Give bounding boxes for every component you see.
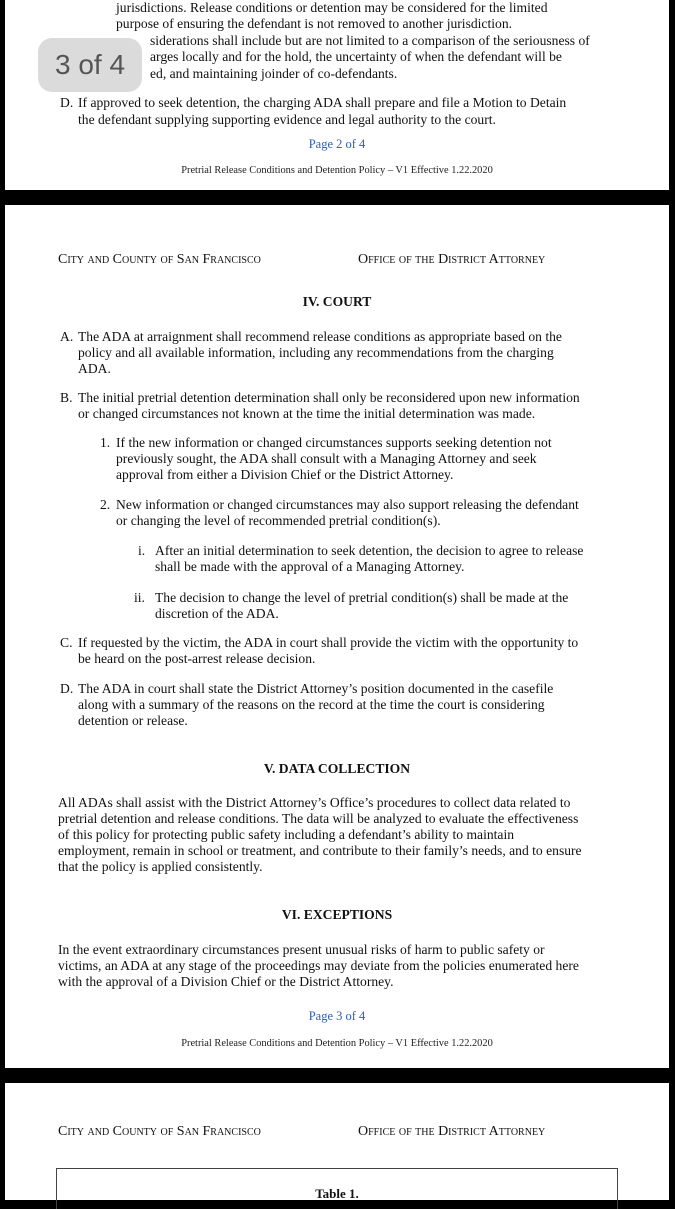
header-right: Office of the District Attorney <box>358 252 546 267</box>
list-item-line: be heard on the post-arrest release decision. <box>78 651 316 666</box>
document-page-3 <box>5 205 669 1068</box>
list-item-line: discretion of the ADA. <box>155 606 279 621</box>
paragraph-line: ed, and maintaining joinder of co-defendants. <box>150 66 398 81</box>
list-marker: 2. <box>100 497 111 512</box>
list-marker: A. <box>60 329 74 344</box>
paragraph-line: with the approval of a Division Chief or the District Attorney. <box>58 974 394 989</box>
list-item-line: New information or changed circumstances may also support releasing the defendant <box>116 497 579 512</box>
header-left: City and County of San Francisco <box>58 1124 261 1139</box>
paragraph-line: of this policy for protecting public safety including a defendant’s ability to maintain <box>58 827 515 842</box>
list-item-line: policy and all available information, including any recommendations from the charging <box>78 345 554 360</box>
document-page-4 <box>5 1083 669 1200</box>
header-left: City and County of San Francisco <box>58 252 261 267</box>
page-number: Page 3 of 4 <box>308 1009 366 1023</box>
paragraph-line: siderations shall include but are not limited to a comparison of the seriousness of <box>150 33 590 48</box>
paragraph-line: that the policy is applied consistently. <box>58 859 263 874</box>
list-item-line: the defendant supplying supporting evidence and legal authority to the court. <box>78 112 496 127</box>
list-item-line: or changed circumstances not known at the time the initial determination was made. <box>78 406 536 421</box>
paragraph-line: All ADAs shall assist with the District Attorney’s Office’s procedures to collect data related to <box>58 795 571 810</box>
list-marker: D. <box>60 681 74 696</box>
list-marker: 1. <box>100 435 111 450</box>
list-marker: B. <box>60 390 73 405</box>
list-item-line: ADA. <box>78 361 111 376</box>
paragraph-line: purpose of ensuring the defendant is not removed to another jurisdiction. <box>116 16 513 31</box>
list-marker: D. <box>60 95 74 110</box>
list-marker: ii. <box>134 590 145 605</box>
list-item-line: After an initial determination to seek detention, the decision to agree to release <box>155 543 584 558</box>
section-heading: V. DATA COLLECTION <box>263 761 411 776</box>
list-item-line: The decision to change the level of pretrial condition(s) shall be made at the <box>155 590 569 605</box>
paragraph-line: employment, remain in school or treatment, and contribute to their family’s needs, and to ensure <box>58 843 582 858</box>
paragraph-line: arges locally and for the hold, the uncertainty of when the defendant will be <box>150 49 562 64</box>
list-marker: i. <box>138 543 146 558</box>
table-title: Table 1. <box>315 1186 359 1201</box>
list-item-line: The ADA in court shall state the District Attorney’s position documented in the casefile <box>78 681 554 696</box>
list-item-line: If the new information or changed circumstances supports seeking detention not <box>116 435 552 450</box>
list-item-line: If approved to seek detention, the charging ADA shall prepare and file a Motion to Detain <box>78 95 567 110</box>
paragraph-line: jurisdictions. Release conditions or detention may be considered for the limited <box>116 0 548 15</box>
paragraph-line: pretrial detention and release conditions. The data will be analyzed to evaluate the effectiveness <box>58 811 579 826</box>
header-right: Office of the District Attorney <box>358 1124 546 1139</box>
page-counter-badge <box>38 38 142 92</box>
page-number: Page 2 of 4 <box>308 137 366 151</box>
list-item-line: The initial pretrial detention determination shall only be reconsidered upon new information <box>78 390 580 405</box>
page-footer: Pretrial Release Conditions and Detention Policy – V1 Effective 1.22.2020 <box>181 1038 493 1049</box>
list-item-line: approval from either a Division Chief or the District Attorney. <box>116 467 454 482</box>
page-counter-text: 3 of 4 <box>54 49 126 80</box>
list-item-line: along with a summary of the reasons on the record at the time the court is considering <box>78 697 545 712</box>
list-item-line: detention or release. <box>78 713 188 728</box>
list-item-line: shall be made with the approval of a Managing Attorney. <box>155 559 465 574</box>
list-item-line: or changing the level of recommended pretrial condition(s). <box>116 513 441 528</box>
list-item-line: The ADA at arraignment shall recommend release conditions as appropriate based on the <box>78 329 562 344</box>
list-item-line: previously sought, the ADA shall consult with a Managing Attorney and seek <box>116 451 537 466</box>
section-heading: IV. COURT <box>302 294 372 309</box>
paragraph-line: In the event extraordinary circumstances present unusual risks of harm to public safety or <box>58 942 545 957</box>
document-page-2 <box>5 0 669 190</box>
section-heading: VI. EXCEPTIONS <box>281 907 393 922</box>
list-marker: C. <box>60 635 73 650</box>
page-footer: Pretrial Release Conditions and Detention Policy – V1 Effective 1.22.2020 <box>181 165 493 176</box>
list-item-line: If requested by the victim, the ADA in court shall provide the victim with the opportunity to <box>78 635 579 650</box>
paragraph-line: victims, an ADA at any stage of the proceedings may deviate from the policies enumerated here <box>58 958 579 973</box>
